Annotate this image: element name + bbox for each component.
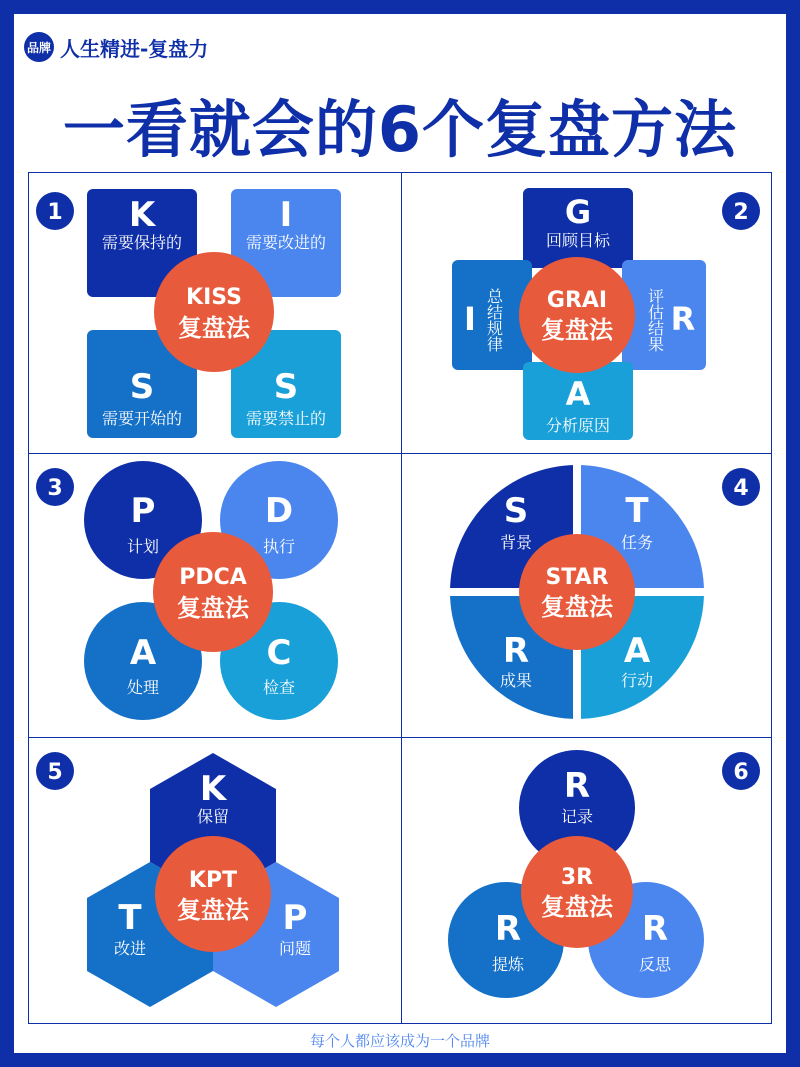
grai-center-suffix: 复盘法 [541, 316, 613, 344]
kiss-s2-letter: S [273, 367, 299, 407]
kpt-t-label: 改进 [113, 939, 147, 958]
kiss-center-suffix: 复盘法 [178, 314, 250, 342]
star-a-letter: A [623, 631, 651, 671]
pdca-c-label: 检查 [262, 678, 296, 697]
pdca-d-letter: D [264, 491, 294, 531]
kiss-center-circle [154, 252, 274, 372]
star-a-label: 行动 [620, 671, 654, 690]
method-panel-5 [36, 752, 339, 1007]
pdca-p-letter: P [130, 491, 156, 531]
grai-center-circle [519, 257, 635, 373]
star-r-letter: R [502, 631, 530, 671]
star-t-label: 任务 [620, 533, 654, 552]
footer-slogan: 每个人都应该成为一个品牌 [309, 1032, 490, 1050]
pdca-center-suffix: 复盘法 [177, 594, 249, 622]
grai-a-label: 分析原因 [545, 416, 611, 435]
star-center-suffix: 复盘法 [541, 593, 613, 621]
pdca-c-letter: C [266, 633, 292, 673]
threer-center-circle [521, 836, 633, 948]
kiss-s1-label: 需要开始的 [101, 409, 183, 428]
grai-g-label: 回顾目标 [545, 231, 611, 250]
method-6-number: 6 [733, 760, 749, 785]
grai-g-letter: G [564, 193, 592, 231]
grai-a-letter: A [565, 375, 591, 413]
kpt-p-letter: P [282, 898, 308, 938]
threer-refine-letter: R [494, 909, 522, 949]
pdca-a-letter: A [129, 633, 157, 673]
threer-reflect-label: 反思 [638, 955, 672, 974]
pdca-center-circle [153, 532, 273, 652]
kiss-k-label: 需要保持的 [101, 233, 183, 252]
kiss-s1-letter: S [129, 367, 155, 407]
kpt-k-letter: K [199, 769, 227, 809]
method-panel-4 [448, 463, 760, 721]
method-panel-2 [452, 188, 760, 440]
grai-r-letter: R [670, 300, 696, 338]
method-1-number: 1 [47, 200, 63, 225]
kiss-k-letter: K [128, 195, 156, 235]
kiss-i-label: 需要改进的 [245, 233, 327, 252]
kpt-center-name: KPT [188, 868, 238, 893]
kpt-center-circle [155, 836, 271, 952]
pdca-a-label: 处理 [126, 678, 160, 697]
star-r-label: 成果 [499, 671, 533, 690]
kpt-p-label: 问题 [278, 939, 312, 958]
pdca-center-name: PDCA [179, 565, 247, 590]
method-panel-1 [36, 189, 341, 438]
star-center-circle [519, 534, 635, 650]
kiss-i-letter: I [279, 195, 293, 235]
threer-refine-label: 提炼 [491, 955, 525, 974]
grai-i-letter: I [464, 300, 476, 338]
star-s-label: 背景 [499, 533, 533, 552]
method-panel-3 [36, 461, 338, 720]
grai-i-label: 总结规律 [484, 288, 504, 352]
threer-reflect-letter: R [641, 909, 669, 949]
pdca-d-label: 执行 [262, 537, 296, 556]
method-2-number: 2 [733, 200, 749, 225]
kpt-center-suffix: 复盘法 [177, 896, 249, 924]
method-5-number: 5 [47, 760, 63, 785]
brand-name: 人生精进-复盘力 [60, 36, 209, 61]
brand-logo: 品牌 [24, 32, 54, 62]
kiss-center-name: KISS [186, 285, 242, 310]
star-t-letter: T [625, 491, 649, 531]
pdca-p-label: 计划 [126, 537, 160, 556]
method-3-number: 3 [47, 476, 63, 501]
threer-center-name: 3R [560, 865, 594, 890]
kiss-s2-label: 需要禁止的 [245, 409, 327, 428]
grai-r-label: 评估结果 [645, 288, 665, 352]
method-4-number: 4 [733, 476, 749, 501]
kpt-t-letter: T [118, 898, 142, 938]
threer-record-label: 记录 [560, 807, 594, 826]
star-center-name: STAR [545, 565, 609, 590]
grai-center-name: GRAI [546, 288, 608, 313]
threer-record-letter: R [563, 766, 591, 806]
page-title: 一看就会的6个复盘方法 [62, 93, 738, 166]
kpt-k-label: 保留 [196, 807, 230, 826]
threer-center-suffix: 复盘法 [541, 893, 613, 921]
star-s-letter: S [503, 491, 529, 531]
method-panel-6 [448, 750, 760, 998]
